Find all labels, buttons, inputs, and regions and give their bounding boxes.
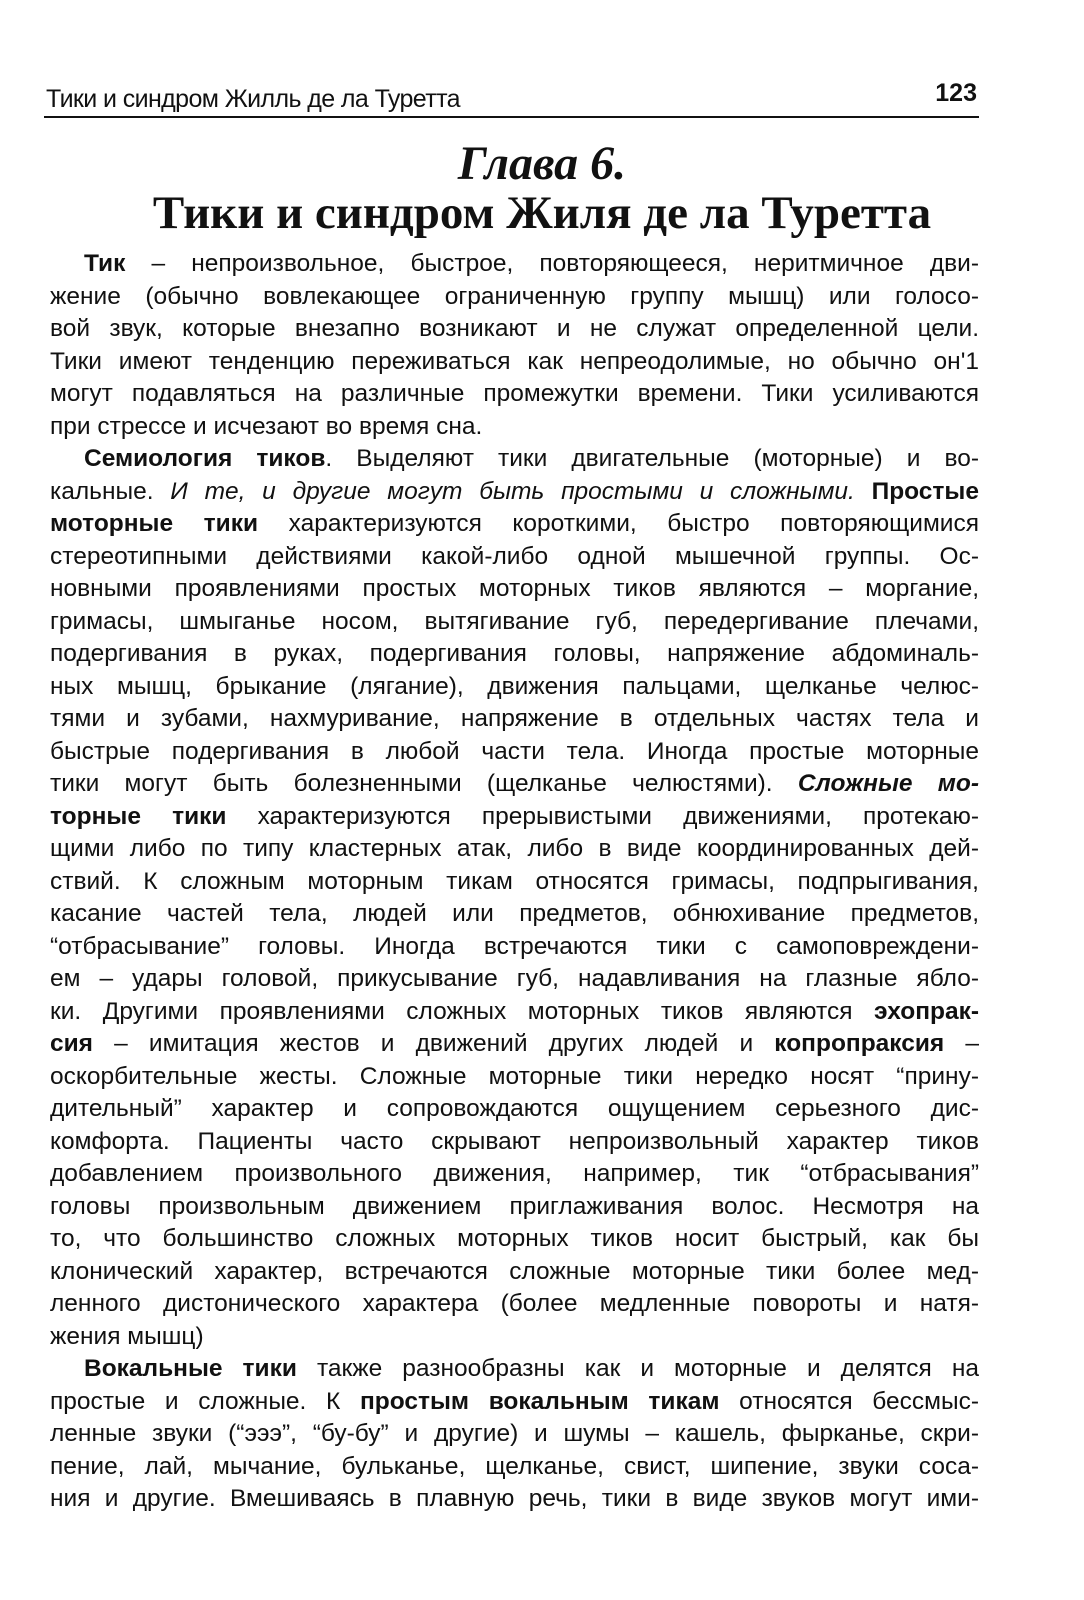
- text-line: Тик – непроизвольное, быстрое, повторяющееся, неритмичное дви-: [84, 250, 979, 277]
- text-line: “отбрасывание” головы. Иногда встречаются тики с самоповреждени-: [50, 932, 979, 960]
- text-line: стереотипными действиями какой-либо одной мышечной группы. Ос-: [50, 542, 979, 570]
- term-vocal-tics: Вокальные тики: [84, 1355, 297, 1382]
- text-line: могут подавляться на различные промежутки времени. Тики усиливаются: [50, 380, 979, 407]
- text-line: новными проявлениями простых моторных тиков являются – моргание,: [50, 575, 979, 602]
- term-copropraxia: копропраксия: [774, 1030, 945, 1057]
- term-echopraxia: эхопрак-: [874, 997, 979, 1025]
- text-line: головы произвольным движением приглаживания волос. Несмотря на: [50, 1192, 979, 1220]
- page-number: 123: [935, 79, 977, 107]
- text-line: ных мышц, брыкание (лягание), движения пальцами, щелканье челюс-: [50, 672, 979, 700]
- term-semiology: Семиология тиков: [84, 445, 326, 472]
- text-line: вой звук, которые внезапно возникают и не служат определенной цели.: [50, 315, 979, 342]
- term-complex-motor: Сложные мо-: [797, 770, 979, 797]
- text-line: простые и сложные. К простым вокальным тикам относятся бессмыс-: [50, 1387, 979, 1415]
- running-title: Тики и синдром Жилль де ла Туретта: [46, 85, 460, 113]
- text-line: Вокальные тики также разнообразны как и моторные и делятся на: [84, 1355, 979, 1382]
- text-line: то, что большинство сложных моторных тиков носит быстрый, как бы: [50, 1225, 979, 1252]
- text-line: добавлением произвольного движения, например, тик “отбрасывания”: [50, 1160, 979, 1187]
- text-line: гримасы, шмыганье носом, вытягивание губ, передергивание плечами,: [50, 607, 979, 635]
- text-line: ем – удары головой, прикусывание губ, надавливания на глазные ябло-: [50, 965, 979, 992]
- text-line: моторные тики характеризуются короткими, быстро повторяющимися: [50, 510, 979, 537]
- text-line: пение, лай, мычание, бульканье, щелканье, свист, шипение, звуки соса-: [50, 1452, 979, 1480]
- text-line: быстрые подергивания в любой части тела. Иногда простые моторные: [50, 737, 979, 765]
- text-line: торные тики характеризуются прерывистыми движениями, протекаю-: [50, 802, 979, 830]
- text-line: ки. Другими проявлениями сложных моторных тиков являются эхопрак-: [50, 997, 979, 1025]
- text-line: кальные. И те, и другие могут быть простыми и сложными. Простые: [50, 477, 979, 505]
- text-line: Семиология тиков. Выделяют тики двигательные (моторные) и во-: [84, 445, 979, 472]
- text-line: щими либо по типу кластерных атак, либо в виде координированных дей-: [50, 835, 979, 862]
- text-line: при стрессе и исчезают во время сна.: [50, 412, 483, 440]
- chapter-title: Тики и синдром Жиля де ла Туретта: [152, 187, 932, 239]
- text-line: тики могут быть болезненными (щелканье челюстями). Сложные мо-: [50, 770, 979, 797]
- text-line: дительный” характер и сопровождаются ощущением серьезного дис-: [50, 1095, 979, 1122]
- text-line: Тики имеют тенденцию переживаться как непреодолимые, но обычно он'1: [50, 347, 979, 375]
- text-line: оскорбительные жесты. Сложные моторные тики нередко носят “прину-: [50, 1062, 979, 1090]
- running-header: [44, 70, 979, 118]
- term-simple-vocal: простым вокальным тикам: [359, 1387, 720, 1415]
- text-line: комфорта. Пациенты часто скрывают непроизвольный характер тиков: [50, 1127, 979, 1155]
- term-simple-motor: Простые: [871, 477, 979, 505]
- text-line: ствий. К сложным моторным тикам относятся гримасы, подпрыгивания,: [50, 867, 979, 895]
- text-line: подергивания в руках, подергивания головы, напряжение абдоминаль-: [50, 640, 979, 667]
- text-line: ния и другие. Вмешиваясь в плавную речь, тики в виде звуков могут ими-: [50, 1485, 979, 1512]
- text-line: ленные звуки (“эээ”, “бу-бу” и другие) и шумы – кашель, фырканье, скри-: [50, 1420, 979, 1447]
- chapter-label: Глава 6.: [457, 137, 627, 190]
- body-text: [50, 248, 979, 1516]
- text-line: жения мышц): [50, 1322, 204, 1350]
- text-line: касание частей тела, людей или предметов, обнюхивание предметов,: [50, 900, 979, 927]
- text-line: ленного дистонического характера (более медленные повороты и натя-: [50, 1290, 979, 1317]
- text-line: клонический характер, встречаются сложные моторные тики более мед-: [50, 1257, 979, 1285]
- text-line: жение (обычно вовлекающее ограниченную группу мышц) или голосо-: [50, 282, 979, 310]
- text-line: тями и зубами, нахмуривание, напряжение в отдельных частях тела и: [50, 705, 979, 732]
- text-line: сия – имитация жестов и движений других людей и копропраксия –: [50, 1030, 979, 1057]
- term-tic: Тик: [84, 250, 126, 277]
